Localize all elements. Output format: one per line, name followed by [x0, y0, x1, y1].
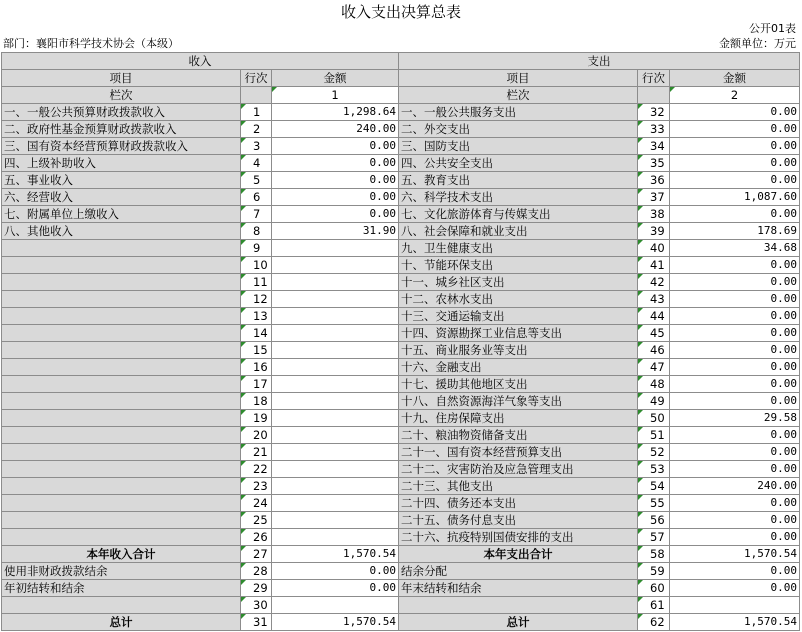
income-row-number: 21: [241, 444, 272, 461]
expense-amount: 0.00: [670, 325, 800, 342]
expense-row-number: 48: [638, 376, 670, 393]
income-row-number: 4: [241, 155, 272, 172]
expense-amount: 0.00: [670, 342, 800, 359]
expense-item: 二十六、抗疫特别国债安排的支出: [399, 529, 638, 546]
income-row-number: 28: [241, 563, 272, 580]
expense-row-number: 41: [638, 257, 670, 274]
income-amount-header: 金额: [272, 70, 399, 87]
income-item: [2, 376, 241, 393]
income-amount: [272, 325, 399, 342]
expense-amount: 0.00: [670, 308, 800, 325]
expense-item: 总计: [399, 614, 638, 631]
table-row: [2, 155, 800, 172]
expense-row-number: 37: [638, 189, 670, 206]
table-row: [2, 461, 800, 478]
table-row: [2, 223, 800, 240]
expense-row-number: 33: [638, 121, 670, 138]
expense-item: 十八、自然资源海洋气象等支出: [399, 393, 638, 410]
income-item: [2, 308, 241, 325]
income-row-number: 18: [241, 393, 272, 410]
expense-item: 三、国防支出: [399, 138, 638, 155]
income-item: [2, 257, 241, 274]
income-amount: 0.00: [272, 155, 399, 172]
income-amount: 0.00: [272, 189, 399, 206]
income-item: 八、其他收入: [2, 223, 241, 240]
expense-item: 十五、商业服务业等支出: [399, 342, 638, 359]
expense-item: 十四、资源勘探工业信息等支出: [399, 325, 638, 342]
income-amount: [272, 274, 399, 291]
income-amount: 1,298.64: [272, 104, 399, 121]
expense-row-number: 34: [638, 138, 670, 155]
header-columns-row: [2, 70, 800, 87]
expense-item: 九、卫生健康支出: [399, 240, 638, 257]
income-item: [2, 427, 241, 444]
expense-row-number: 35: [638, 155, 670, 172]
expense-amount: 1,570.54: [670, 546, 800, 563]
expense-row-number: 45: [638, 325, 670, 342]
department-label: 部门：襄阳市科学技术协会（本级）: [3, 37, 179, 50]
unit-label: 金额单位：万元: [719, 37, 796, 50]
table-row: [2, 597, 800, 614]
meta-row: [0, 36, 802, 52]
income-amount: [272, 308, 399, 325]
income-column-blank: [241, 87, 272, 104]
income-column-number: 1: [272, 87, 399, 104]
income-item: [2, 410, 241, 427]
expense-amount: 0.00: [670, 274, 800, 291]
expense-item: 七、文化旅游体育与传媒支出: [399, 206, 638, 223]
expense-amount: 0.00: [670, 104, 800, 121]
expense-item: 二十、粮油物资储备支出: [399, 427, 638, 444]
expense-amount: 0.00: [670, 121, 800, 138]
expense-row-number: 54: [638, 478, 670, 495]
table-row: [2, 342, 800, 359]
expense-row-number: 55: [638, 495, 670, 512]
income-row-number: 31: [241, 614, 272, 631]
income-amount: [272, 393, 399, 410]
expense-row-number: 60: [638, 580, 670, 597]
expense-row-number: 51: [638, 427, 670, 444]
expense-row-number: 42: [638, 274, 670, 291]
expense-row-number: 49: [638, 393, 670, 410]
income-item: 四、上级补助收入: [2, 155, 241, 172]
income-item: 六、经营收入: [2, 189, 241, 206]
income-item: [2, 512, 241, 529]
income-item: [2, 274, 241, 291]
table-row: [2, 478, 800, 495]
form-code: 公开01表: [749, 22, 796, 35]
income-amount: [272, 342, 399, 359]
income-amount: [272, 461, 399, 478]
table-row: [2, 291, 800, 308]
income-amount: [272, 257, 399, 274]
expense-header: 支出: [399, 53, 800, 70]
expense-item: 十六、金融支出: [399, 359, 638, 376]
income-item: 二、政府性基金预算财政拨款收入: [2, 121, 241, 138]
table-row: [2, 240, 800, 257]
income-item: 七、附属单位上缴收入: [2, 206, 241, 223]
expense-amount: 0.00: [670, 563, 800, 580]
expense-amount: 0.00: [670, 444, 800, 461]
table-row: [2, 172, 800, 189]
income-amount: [272, 495, 399, 512]
income-item: [2, 495, 241, 512]
income-row-number: 24: [241, 495, 272, 512]
table-row: [2, 206, 800, 223]
income-amount: [272, 478, 399, 495]
expense-item-header: 项目: [399, 70, 638, 87]
expense-amount: 0.00: [670, 580, 800, 597]
income-row-number: 13: [241, 308, 272, 325]
expense-column-blank: [638, 87, 670, 104]
expense-row-number: 61: [638, 597, 670, 614]
income-amount: [272, 291, 399, 308]
income-amount: 0.00: [272, 206, 399, 223]
expense-amount: 240.00: [670, 478, 800, 495]
expense-amount: 0.00: [670, 495, 800, 512]
income-row-number: 22: [241, 461, 272, 478]
table-row: [2, 376, 800, 393]
income-amount: 240.00: [272, 121, 399, 138]
table-row: [2, 563, 800, 580]
income-row-number: 27: [241, 546, 272, 563]
expense-item: 十三、交通运输支出: [399, 308, 638, 325]
expense-amount: 29.58: [670, 410, 800, 427]
income-amount: [272, 444, 399, 461]
table-row: [2, 614, 800, 631]
income-amount: [272, 427, 399, 444]
expense-amount: 0.00: [670, 512, 800, 529]
income-row-number: 1: [241, 104, 272, 121]
income-item: [2, 291, 241, 308]
income-amount: 0.00: [272, 563, 399, 580]
expense-row-number: 36: [638, 172, 670, 189]
table-row: [2, 546, 800, 563]
table-row: [2, 104, 800, 121]
expense-amount: 0.00: [670, 291, 800, 308]
income-item: [2, 529, 241, 546]
expense-item: 二十五、债务付息支出: [399, 512, 638, 529]
income-row-number: 10: [241, 257, 272, 274]
expense-amount: 0.00: [670, 206, 800, 223]
income-item: [2, 359, 241, 376]
income-amount: 1,570.54: [272, 614, 399, 631]
income-row-number: 9: [241, 240, 272, 257]
income-row-number: 25: [241, 512, 272, 529]
expense-row-number: 39: [638, 223, 670, 240]
expense-amount: 0.00: [670, 138, 800, 155]
expense-amount-header: 金额: [670, 70, 800, 87]
expense-amount: 0.00: [670, 257, 800, 274]
table-row: [2, 512, 800, 529]
expense-item: 十二、农林水支出: [399, 291, 638, 308]
income-row-number: 16: [241, 359, 272, 376]
expense-row-number: 62: [638, 614, 670, 631]
expense-amount: 1,570.54: [670, 614, 800, 631]
income-amount: 0.00: [272, 580, 399, 597]
expense-row-number: 47: [638, 359, 670, 376]
table-row: [2, 325, 800, 342]
income-header: 收入: [2, 53, 399, 70]
expense-row-number: 40: [638, 240, 670, 257]
income-amount: [272, 376, 399, 393]
table-row: [2, 274, 800, 291]
income-row-number: 5: [241, 172, 272, 189]
income-row-number: 19: [241, 410, 272, 427]
column-index-row: [2, 87, 800, 104]
income-row-number: 12: [241, 291, 272, 308]
income-row-header: 行次: [241, 70, 272, 87]
table-row: [2, 444, 800, 461]
income-row-number: 3: [241, 138, 272, 155]
table-row: [2, 495, 800, 512]
income-row-number: 8: [241, 223, 272, 240]
income-item-header: 项目: [2, 70, 241, 87]
expense-row-header: 行次: [638, 70, 670, 87]
expense-row-number: 56: [638, 512, 670, 529]
expense-item: 十、节能环保支出: [399, 257, 638, 274]
expense-amount: 0.00: [670, 461, 800, 478]
income-item: 本年收入合计: [2, 546, 241, 563]
expense-amount: 0.00: [670, 172, 800, 189]
header-section-row: [2, 53, 800, 70]
table-row: [2, 427, 800, 444]
table-row: [2, 580, 800, 597]
income-item: 五、事业收入: [2, 172, 241, 189]
income-item: 年初结转和结余: [2, 580, 241, 597]
income-row-number: 2: [241, 121, 272, 138]
table-row: [2, 529, 800, 546]
expense-column-label: 栏次: [399, 87, 638, 104]
income-amount: [272, 529, 399, 546]
expense-amount: 0.00: [670, 393, 800, 410]
expense-item: 二十四、债务还本支出: [399, 495, 638, 512]
expense-amount: 0.00: [670, 529, 800, 546]
expense-item: 十七、援助其他地区支出: [399, 376, 638, 393]
expense-row-number: 58: [638, 546, 670, 563]
income-row-number: 17: [241, 376, 272, 393]
expense-amount: 1,087.60: [670, 189, 800, 206]
expense-column-number: 2: [670, 87, 800, 104]
income-amount: 0.00: [272, 138, 399, 155]
income-item: [2, 597, 241, 614]
table-row: [2, 308, 800, 325]
expense-amount: [670, 597, 800, 614]
income-amount: 1,570.54: [272, 546, 399, 563]
expense-row-number: 59: [638, 563, 670, 580]
income-item: [2, 393, 241, 410]
income-item: [2, 461, 241, 478]
expense-item: 结余分配: [399, 563, 638, 580]
income-item: 总计: [2, 614, 241, 631]
income-item: [2, 342, 241, 359]
income-row-number: 7: [241, 206, 272, 223]
expense-item: 年末结转和结余: [399, 580, 638, 597]
expense-row-number: 53: [638, 461, 670, 478]
income-amount: 31.90: [272, 223, 399, 240]
expense-item: 十一、城乡社区支出: [399, 274, 638, 291]
income-row-number: 30: [241, 597, 272, 614]
expense-row-number: 50: [638, 410, 670, 427]
income-amount: 0.00: [272, 172, 399, 189]
expense-amount: 178.69: [670, 223, 800, 240]
expense-row-number: 43: [638, 291, 670, 308]
income-row-number: 20: [241, 427, 272, 444]
expense-amount: 0.00: [670, 359, 800, 376]
income-item: [2, 444, 241, 461]
income-row-number: 26: [241, 529, 272, 546]
income-row-number: 15: [241, 342, 272, 359]
table-row: [2, 393, 800, 410]
table-row: [2, 138, 800, 155]
expense-row-number: 38: [638, 206, 670, 223]
table-row: [2, 257, 800, 274]
expense-item: 十九、住房保障支出: [399, 410, 638, 427]
expense-item: 二十二、灾害防治及应急管理支出: [399, 461, 638, 478]
income-item: [2, 478, 241, 495]
table-row: [2, 189, 800, 206]
expense-item: 六、科学技术支出: [399, 189, 638, 206]
expense-item: [399, 597, 638, 614]
income-row-number: 6: [241, 189, 272, 206]
expense-item: 二十一、国有资本经营预算支出: [399, 444, 638, 461]
expense-row-number: 57: [638, 529, 670, 546]
income-amount: [272, 512, 399, 529]
expense-item: 二十三、其他支出: [399, 478, 638, 495]
income-row-number: 29: [241, 580, 272, 597]
expense-item: 本年支出合计: [399, 546, 638, 563]
expense-row-number: 46: [638, 342, 670, 359]
income-amount: [272, 597, 399, 614]
income-row-number: 23: [241, 478, 272, 495]
income-item: [2, 240, 241, 257]
income-item: 使用非财政拨款结余: [2, 563, 241, 580]
income-item: 一、一般公共预算财政拨款收入: [2, 104, 241, 121]
expense-row-number: 44: [638, 308, 670, 325]
table-row: [2, 121, 800, 138]
income-column-label: 栏次: [2, 87, 241, 104]
expense-item: 五、教育支出: [399, 172, 638, 189]
expense-item: 一、一般公共服务支出: [399, 104, 638, 121]
expense-item: 八、社会保障和就业支出: [399, 223, 638, 240]
expense-amount: 34.68: [670, 240, 800, 257]
page-title: 收入支出决算总表: [340, 3, 461, 21]
income-row-number: 11: [241, 274, 272, 291]
income-amount: [272, 359, 399, 376]
income-item: 三、国有资本经营预算财政拨款收入: [2, 138, 241, 155]
expense-amount: 0.00: [670, 155, 800, 172]
table-row: [2, 410, 800, 427]
expense-row-number: 52: [638, 444, 670, 461]
income-amount: [272, 240, 399, 257]
expense-item: 四、公共安全支出: [399, 155, 638, 172]
budget-table: [1, 52, 800, 631]
table-row: [2, 359, 800, 376]
expense-amount: 0.00: [670, 427, 800, 444]
expense-amount: 0.00: [670, 376, 800, 393]
income-item: [2, 325, 241, 342]
income-amount: [272, 410, 399, 427]
expense-item: 二、外交支出: [399, 121, 638, 138]
expense-row-number: 32: [638, 104, 670, 121]
income-row-number: 14: [241, 325, 272, 342]
